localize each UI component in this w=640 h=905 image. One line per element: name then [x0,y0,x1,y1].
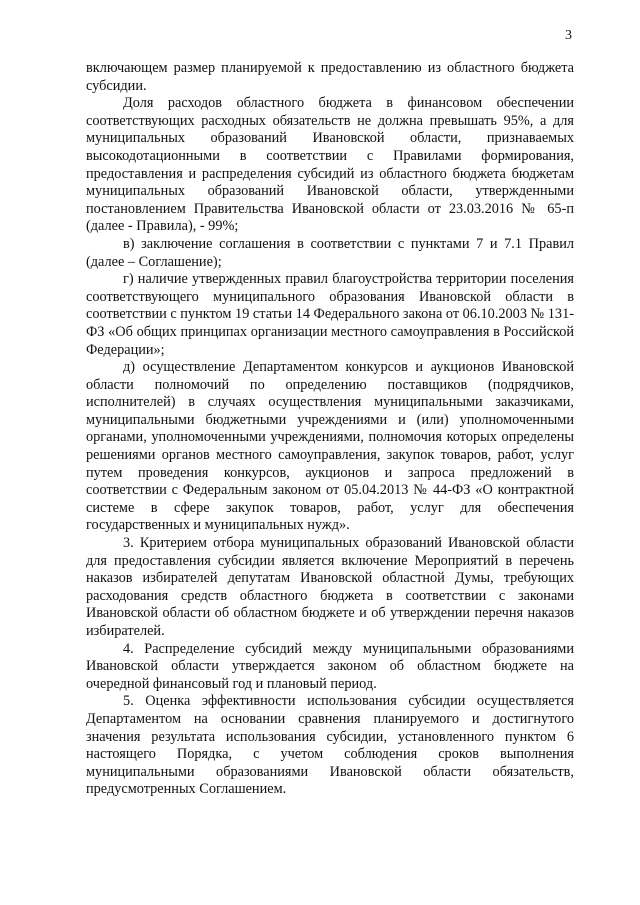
paragraph-item-v: в) заключение соглашения в соответствии с пунктами 7 и 7.1 Правил (далее – Соглашение); [86,235,574,270]
document-body [86,60,574,799]
page-number: 3 [565,28,572,43]
paragraph-item-g: г) наличие утвержденных правил благоустройства территории поселения соответствующего муниципального образования Ивановской области в соответствии с пунктом 19 статьи 14 Федерального закона от 06.10.2003 № 131-ФЗ «Об общих принципах организации местного самоуправления в Российской Федерации»; [86,271,574,358]
paragraph-budget-share: Доля расходов областного бюджета в финансовом обеспечении соответствующих расходных обязательств не должна превышать 95%, а для муниципальных образований Ивановской области, признаваемых высокодотационными в соответствии с Правилами формирования, предоставления и распределения субсидий из областного бюджета бюджетам муниципальных образований Ивановской области, утвержденными постановлением Правительства Ивановской области от 23.03.2016 № 65-п (далее - Правила), - 99%; [86,95,574,235]
paragraph-clause-4: 4. Распределение субсидий между муниципальными образованиями Ивановской области утверждается законом об областном бюджете на очередной финансовый год и плановый период. [86,640,574,692]
paragraph-clause-5: 5. Оценка эффективности использования субсидии осуществляется Департаментом на основании сравнения планируемого и достигнутого значения результата использования субсидии, установленного пунктом 6 настоящего Порядка, с учетом соблюдения сроков выполнения муниципальными образованиями Ивановской области обязательств, предусмотренных Соглашением. [86,693,574,798]
paragraph-subsidy-amount: включающем размер планируемой к предоставлению из областного бюджета субсидии. [86,60,574,94]
paragraph-item-d: д) осуществление Департаментом конкурсов и аукционов Ивановской области полномочий по определению поставщиков (подрядчиков, исполнителей) в случаях осуществления муниципальными заказчиками, муниципальными бюджетными учреждениями и (или) уполномоченными органами, уполномоченными учреждениями, полномочия которых определены решениями органов местного самоуправления, закупок товаров, работ, услуг путем проведения конкурсов, аукционов и запроса предложений в соответствии с Федеральным законом от 05.04.2013 № 44-ФЗ «О контрактной системе в сфере закупок товаров, работ, услуг для обеспечения государственных и муниципальных нужд». [86,359,574,534]
paragraph-clause-3: 3. Критерием отбора муниципальных образований Ивановской области для предоставления субсидии является включение Мероприятий в перечень наказов избирателей депутатам Ивановской областной Думы, требующих расходования средств областного бюджета в соответствии с законами Ивановской области об областном бюджете и об утверждении перечня наказов избирателей. [86,535,574,639]
